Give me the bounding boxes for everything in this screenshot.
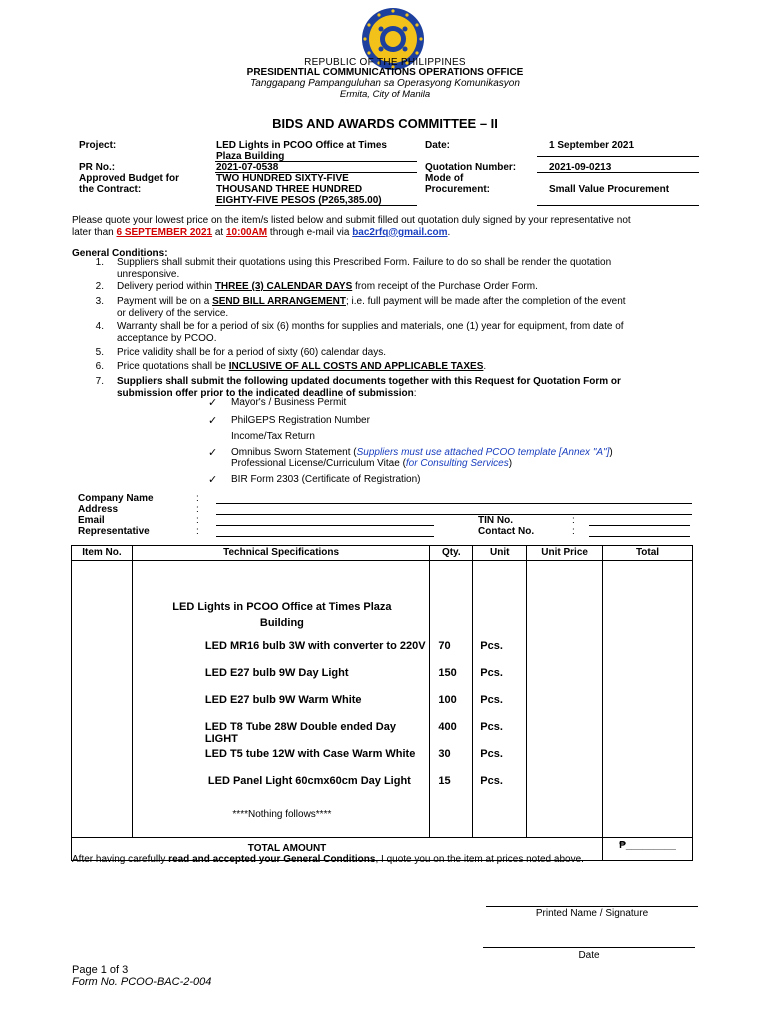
deadline-time: 10:00AM — [226, 226, 268, 238]
check-icon: ✓ — [208, 474, 218, 486]
unit-value: Pcs. — [480, 640, 503, 652]
unit-value: Pcs. — [480, 721, 503, 733]
representative-label: Representative — [78, 526, 150, 537]
requirement-license: Professional License/Curriculum Vitae (for Consulting Services) — [231, 458, 513, 469]
colon: : — [572, 526, 575, 537]
condition-number: 4. — [95, 321, 104, 332]
header-office-name-filipino: Tanggapang Pampanguluhan sa Operasyong Komunikasyon — [250, 78, 520, 89]
tin-label: TIN No. — [478, 515, 513, 526]
spec-row: LED T8 Tube 28W Double ended Day LIGHT — [204, 721, 396, 745]
header-total: Total — [603, 546, 693, 561]
qty-value: 30 — [438, 748, 451, 760]
address-label: Address — [78, 504, 119, 515]
spec-row: LED Panel Light 60cmx60cm Day Light — [207, 775, 411, 787]
email-label: Email — [78, 515, 105, 526]
condition-number: 2. — [95, 281, 104, 292]
unit-value: Pcs. — [480, 694, 503, 706]
mode-label-1: Mode of — [425, 173, 464, 184]
header-unit-price: Unit Price — [527, 546, 603, 561]
condition-5: Price validity shall be for a period of sixty (60) calendar days. — [117, 347, 387, 358]
page-number: Page 1 of 3 — [72, 964, 129, 976]
mode-label-2: Procurement: — [425, 184, 491, 195]
colon: : — [196, 515, 199, 526]
check-icon: ✓ — [208, 415, 218, 427]
qty-cell — [430, 561, 473, 838]
unit-cell — [473, 561, 527, 838]
condition-number: 3. — [95, 296, 104, 307]
spec-row: LED E27 bulb 9W Day Light — [204, 667, 349, 679]
abc-value-3: EIGHTY-FIVE PESOS (P265,385.00) — [216, 195, 382, 206]
condition-6: Price quotations shall be INCLUSIVE OF ALL COSTS AND APPLICABLE TAXES. — [117, 361, 487, 372]
email-link[interactable]: bac2rfq@gmail.com — [352, 226, 448, 238]
conditions-heading: General Conditions: — [72, 248, 168, 259]
header-office-name: PRESIDENTIAL COMMUNICATIONS OPERATIONS OFFICE — [246, 67, 524, 78]
item-no-cell — [72, 561, 133, 838]
condition-number: 5. — [95, 347, 104, 358]
header-qty: Qty. — [430, 546, 473, 561]
closing-statement: After having carefully read and accepted your General Conditions, I quote you on the item at prices noted above. — [72, 854, 584, 865]
abc-label-2: the Contract: — [79, 184, 142, 195]
mode-value: Small Value Procurement — [549, 184, 670, 195]
deadline-date: 6 SEPTEMBER 2021 — [116, 226, 213, 238]
divider — [215, 205, 417, 206]
project-value-1: LED Lights in PCOO Office at Times — [216, 140, 387, 151]
intro-line-2: later than 6 SEPTEMBER 2021 at 10:00AM through e-mail via bac2rfq@gmail.com. — [72, 226, 451, 238]
company-name-field[interactable] — [216, 503, 692, 504]
spec-row: LED T5 tube 12W with Case Warm White — [204, 748, 416, 760]
total-amount-value[interactable]: ₱_________ — [603, 838, 693, 861]
abc-label-1: Approved Budget for — [79, 173, 179, 184]
company-name-label: Company Name — [78, 493, 154, 504]
condition-number: 7. — [95, 376, 104, 387]
signature-label: Printed Name / Signature — [535, 908, 649, 919]
date-sign-label: Date — [578, 950, 600, 961]
requirement-bir-2303: BIR Form 2303 (Certificate of Registration) — [231, 474, 421, 485]
divider — [537, 156, 699, 157]
check-icon: ✓ — [208, 397, 218, 409]
email-field[interactable] — [216, 525, 434, 526]
signature-line[interactable] — [486, 906, 698, 907]
colon: : — [196, 504, 199, 515]
qty-value: 150 — [438, 667, 457, 679]
date-value: 1 September 2021 — [549, 140, 635, 151]
condition-3: Payment will be on a SEND BILL ARRANGEMENT; i.e. full payment will be made after the completion of the event or delivery of the service. — [117, 296, 626, 319]
qty-value: 100 — [438, 694, 457, 706]
contact-field[interactable] — [589, 536, 690, 537]
header-republic: REPUBLIC OF THE PHILIPPINES — [304, 57, 466, 68]
nothing-follows: ****Nothing follows**** — [232, 809, 332, 820]
pr-value: 2021-07-0538 — [216, 162, 279, 173]
table-header-row — [72, 546, 693, 561]
document-title: BIDS AND AWARDS COMMITTEE – II — [272, 116, 498, 131]
table-body-row — [72, 561, 693, 838]
date-label: Date: — [425, 140, 451, 151]
header-item-no: Item No. — [72, 546, 133, 561]
condition-number: 6. — [95, 361, 104, 372]
quotation-number-label: Quotation Number: — [425, 162, 517, 173]
requirement-philgeps: PhilGEPS Registration Number — [231, 415, 370, 426]
unit-value: Pcs. — [480, 775, 503, 787]
project-label: Project: — [79, 140, 117, 151]
colon: : — [572, 515, 575, 526]
project-title: LED Lights in PCOO Office at Times Plaza Building — [172, 601, 392, 629]
check-icon: ✓ — [208, 447, 218, 459]
unit-value: Pcs. — [480, 748, 503, 760]
header-address: Ermita, City of Manila — [339, 89, 431, 100]
project-value-2: Plaza Building — [216, 151, 285, 162]
specs-cell — [132, 561, 429, 838]
colon: : — [196, 493, 199, 504]
unit-price-cell[interactable] — [527, 561, 603, 838]
header-unit: Unit — [473, 546, 527, 561]
condition-2: Delivery period within THREE (3) CALENDAR DAYS from receipt of the Purchase Order Form. — [117, 281, 538, 292]
abc-value-1: TWO HUNDRED SIXTY-FIVE — [216, 173, 349, 184]
unit-value: Pcs. — [480, 667, 503, 679]
total-amount-label: TOTAL AMOUNT — [72, 838, 603, 861]
qty-value: 15 — [438, 775, 451, 787]
spec-row: LED E27 bulb 9W Warm White — [204, 694, 362, 706]
pr-label: PR No.: — [79, 162, 116, 173]
qty-value: 70 — [438, 640, 451, 652]
qty-value: 400 — [438, 721, 457, 733]
divider — [537, 172, 699, 173]
condition-number: 1. — [95, 257, 104, 268]
representative-field[interactable] — [216, 536, 434, 537]
intro-line-1: Please quote your lowest price on the item/s listed below and submit filled out quotation duly signed by your representative not — [72, 215, 631, 226]
total-cell[interactable] — [603, 561, 693, 838]
address-field[interactable] — [216, 514, 692, 515]
header-technical-specs: Technical Specifications — [132, 546, 429, 561]
divider — [537, 205, 699, 206]
spec-row: LED MR16 bulb 3W with converter to 220V — [204, 640, 426, 652]
date-line[interactable] — [483, 947, 695, 948]
condition-1: Suppliers shall submit their quotations using this Prescribed Form. Failure to do so shall be render the quotation unresponsive. — [117, 257, 612, 280]
quotation-number-value: 2021-09-0213 — [549, 162, 612, 173]
items-table — [71, 545, 693, 861]
condition-7: Suppliers shall submit the following updated documents together with this Request for Quotation Form or submission offer prior to the indicated deadline of submission: — [117, 376, 621, 399]
requirement-omnibus: Omnibus Sworn Statement (Suppliers must use attached PCOO template [Annex "A"]) — [231, 447, 613, 458]
requirement-business-permit: Mayor's / Business Permit — [231, 397, 347, 408]
tin-field[interactable] — [589, 525, 690, 526]
form-number: Form No. PCOO-BAC-2-004 — [72, 976, 212, 988]
abc-value-2: THOUSAND THREE HUNDRED — [216, 184, 363, 195]
intro-paragraph — [72, 215, 700, 238]
condition-4: Warranty shall be for a period of six (6) months for supplies and materials, one (1) year for equipment, from date of acceptance by PCOO. — [117, 321, 624, 344]
requirement-income-tax: Income/Tax Return — [231, 431, 315, 442]
colon: : — [196, 526, 199, 537]
contact-label: Contact No. — [478, 526, 535, 537]
